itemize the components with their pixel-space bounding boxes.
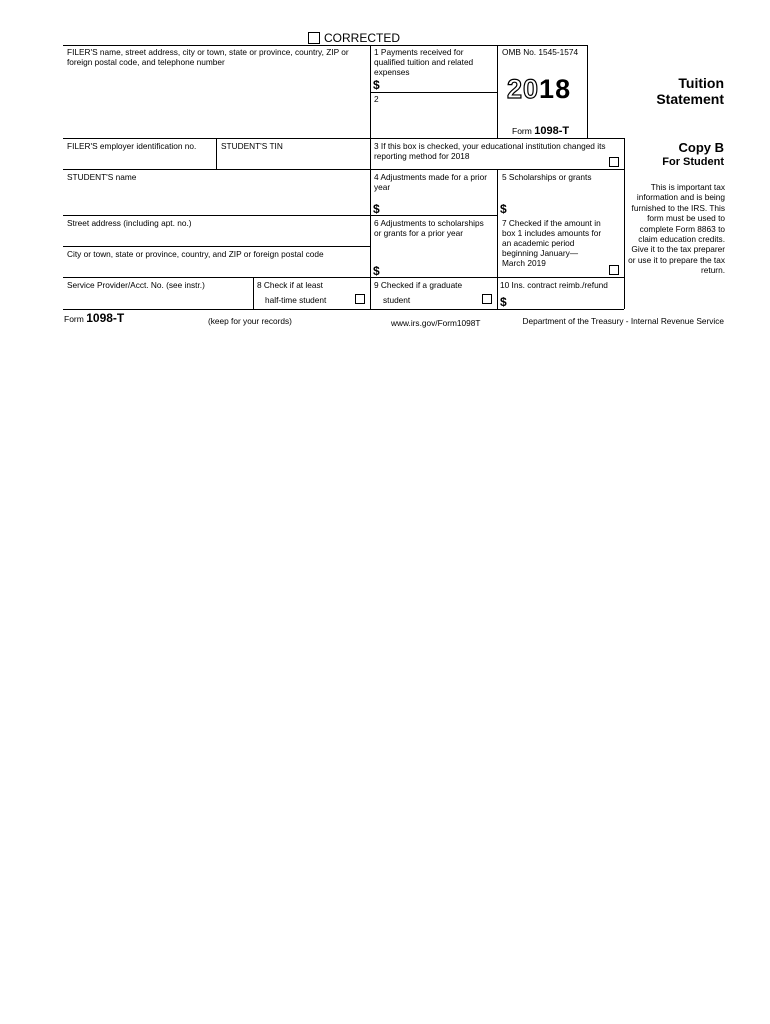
form-top-rule (63, 45, 587, 46)
form-prefix-top: Form (512, 126, 532, 136)
row-rule-4 (63, 246, 370, 247)
form-title-line2: Statement (656, 91, 724, 107)
box4-amount-field[interactable] (382, 202, 494, 214)
service-provider-field[interactable] (64, 291, 250, 307)
tax-year-prefix: 20 (507, 74, 540, 104)
row-rule-1 (63, 138, 624, 139)
filer-ein-field[interactable] (64, 152, 214, 167)
omb-number: OMB No. 1545-1574 (502, 47, 579, 57)
footer-form-prefix: Form (64, 314, 84, 324)
service-provider-label: Service Provider/Acct. No. (see instr.) (67, 280, 205, 290)
box1-box2-divider (370, 92, 497, 93)
box1-dollar-sign: $ (373, 78, 380, 92)
tax-year-suffix: 18 (539, 74, 572, 104)
box8-checkbox[interactable] (355, 294, 365, 304)
row-rule-3 (63, 215, 497, 216)
row-rule-5 (63, 277, 624, 278)
box4-dollar-sign: $ (373, 202, 380, 216)
box10-dollar-sign: $ (500, 295, 507, 309)
col-rule-main (370, 45, 371, 309)
box4-label: 4 Adjustments made for a prior year (374, 172, 487, 192)
box5-label: 5 Scholarships or grants (502, 172, 592, 182)
col-rule-tin (216, 138, 217, 169)
box10-amount-field[interactable] (509, 294, 621, 307)
box8-label-line2: half-time student (265, 295, 327, 305)
col-rule-box8 (253, 277, 254, 309)
box5-amount-field[interactable] (509, 202, 621, 214)
box2-field[interactable] (371, 104, 496, 137)
street-address-field[interactable] (64, 229, 368, 244)
box6-dollar-sign: $ (373, 264, 380, 278)
filer-name-label: FILER'S name, street address, city or town, state or province, country, ZIP or foreign postal code, and telephone number (67, 47, 349, 67)
box9-label-line2: student (383, 295, 411, 305)
box9-label-line1: 9 Checked if a graduate (374, 280, 463, 290)
box10-label: 10 Ins. contract reimb./refund (500, 280, 608, 290)
footer-form-name: 1098-T (86, 311, 125, 325)
info-text: This is important tax information and is being furnished to the IRS. This form must be used to complete Form 8863 to claim education credits. Give it to the tax preparer or use it to prepare the tax return. (628, 182, 725, 276)
tax-year (507, 74, 571, 105)
col-rule-omb (497, 45, 498, 138)
box5-dollar-sign: $ (500, 202, 507, 216)
student-tin-label: STUDENT'S TIN (221, 141, 283, 151)
city-line-label: City or town, state or province, country, and ZIP or foreign postal code (67, 249, 324, 259)
form-title-line1: Tuition (678, 75, 724, 91)
box9-checkbox[interactable] (482, 294, 492, 304)
street-address-label: Street address (including apt. no.) (67, 218, 192, 228)
city-field[interactable] (64, 260, 368, 275)
box8-label-line1: 8 Check if at least (257, 280, 323, 290)
form-bottom-rule (63, 309, 624, 310)
box2-label: 2 (374, 94, 379, 104)
footer-department: Department of the Treasury - Internal Revenue Service (522, 316, 724, 326)
footer-form-label (64, 313, 124, 324)
filer-ein-label: FILER'S employer identification no. (67, 141, 197, 151)
footer-keep-records: (keep for your records) (208, 316, 292, 326)
box6-amount-field[interactable] (382, 264, 494, 276)
box3-checkbox[interactable] (609, 157, 619, 167)
footer-url: www.irs.gov/Form1098T (391, 318, 481, 328)
student-name-label: STUDENT'S name (67, 172, 137, 182)
box1-amount-field[interactable] (382, 78, 494, 91)
box7-label: 7 Checked if the amount in box 1 includes amounts for an academic period beginning January— March 2019 (502, 218, 602, 268)
for-student-label: For Student (662, 156, 724, 168)
box3-label: 3 If this box is checked, your educational institution changed its reporting method for 2018 (374, 141, 606, 161)
col-rule-right (624, 138, 625, 309)
form-name-top: 1098-T (534, 125, 570, 137)
student-tin-field[interactable] (218, 152, 368, 167)
student-name-field[interactable] (64, 183, 368, 213)
filer-name-field[interactable] (63, 68, 369, 136)
box1-label: 1 Payments received for qualified tuition and related expenses (374, 47, 474, 77)
copy-b-label: Copy B (678, 140, 724, 155)
corrected-label: CORRECTED (324, 31, 401, 45)
row-rule-2 (63, 169, 624, 170)
form-label-top (512, 126, 569, 136)
corrected-checkbox[interactable] (308, 32, 320, 44)
box7-checkbox[interactable] (609, 265, 619, 275)
box6-label: 6 Adjustments to scholarships or grants for a prior year (374, 218, 484, 238)
col-rule-box5 (497, 169, 498, 309)
col-rule-omb-right (587, 45, 588, 138)
